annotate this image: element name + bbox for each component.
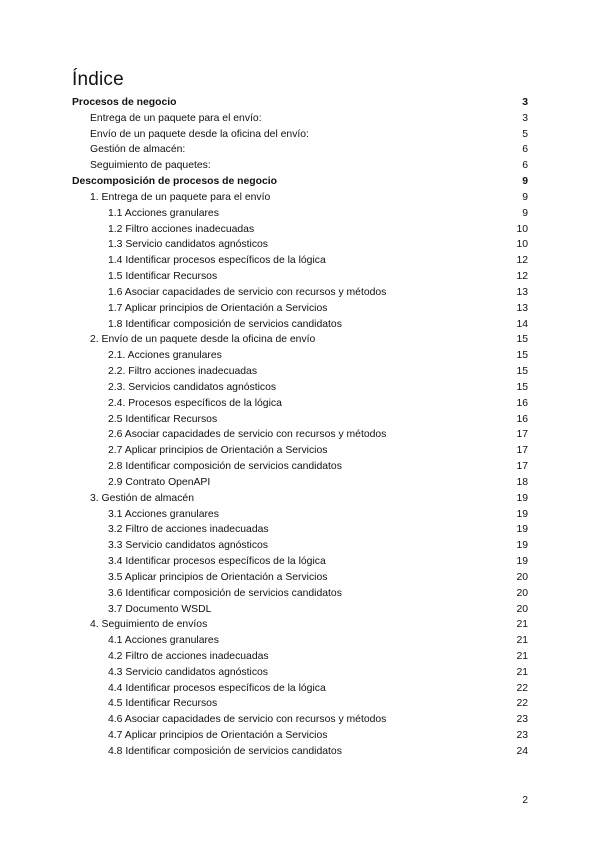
toc-item[interactable] <box>72 712 528 728</box>
toc-entry-title: 4.2 Filtro de acciones inadecuadas <box>108 650 269 662</box>
toc-entry-page: 21 <box>516 619 528 631</box>
toc-entry-page: 22 <box>516 698 528 710</box>
toc-entry-title: 3. Gestión de almacén <box>90 492 194 504</box>
toc-entry-page: 17 <box>516 445 528 457</box>
toc-entry-title: 1.8 Identificar composición de servicios candidatos <box>108 318 342 330</box>
toc-entry-title: 4.1 Acciones granulares <box>108 635 219 647</box>
toc-item[interactable] <box>72 443 528 459</box>
toc-entry-page: 18 <box>516 476 528 488</box>
toc-item[interactable] <box>72 253 528 269</box>
toc-entry-title: 4.5 Identificar Recursos <box>108 698 218 710</box>
toc-item[interactable] <box>72 744 528 760</box>
toc-subsection[interactable] <box>72 491 528 507</box>
toc-entry-page: 9 <box>522 207 528 219</box>
toc-entry-page: 15 <box>516 350 528 362</box>
toc-entry-page: 24 <box>516 745 528 757</box>
toc-item[interactable] <box>72 554 528 570</box>
toc-entry-title: 3.5 Aplicar principios de Orientación a Servicios <box>108 571 328 583</box>
toc-entry-page: 13 <box>516 286 528 298</box>
toc-subsection[interactable] <box>72 127 528 143</box>
toc-entry-page: 23 <box>516 714 528 726</box>
toc-entry-page: 23 <box>516 730 528 742</box>
toc-item[interactable] <box>72 633 528 649</box>
toc-entry-title: 2.1. Acciones granulares <box>108 350 222 362</box>
toc-entry-title: 2.4. Procesos específicos de la lógica <box>108 397 282 409</box>
toc-entry-title: Descomposición de procesos de negocio <box>72 176 277 188</box>
toc-entry-page: 6 <box>522 160 528 172</box>
toc-item[interactable] <box>72 538 528 554</box>
toc-entry-title: 1.6 Asociar capacidades de servicio con recursos y métodos <box>108 286 387 298</box>
toc-entry-page: 15 <box>516 334 528 346</box>
toc-item[interactable] <box>72 696 528 712</box>
toc-entry-title: 2.5 Identificar Recursos <box>108 413 218 425</box>
toc-item[interactable] <box>72 570 528 586</box>
toc-item[interactable] <box>72 348 528 364</box>
toc-entry-title: 3.1 Acciones granulares <box>108 508 219 520</box>
toc-item[interactable] <box>72 222 528 238</box>
toc-entry-page: 15 <box>516 381 528 393</box>
toc-entry-page: 3 <box>522 97 528 108</box>
toc-entry-page: 20 <box>516 587 528 599</box>
toc-entry-page: 9 <box>522 176 528 188</box>
toc-entry-page: 16 <box>516 413 528 425</box>
toc-section[interactable] <box>72 95 528 111</box>
toc-item[interactable] <box>72 475 528 491</box>
toc-entry-page: 17 <box>516 461 528 473</box>
toc-entry-page: 20 <box>516 603 528 615</box>
toc-entry-title: 4.7 Aplicar principios de Orientación a Servicios <box>108 730 328 742</box>
toc-subsection[interactable] <box>72 332 528 348</box>
toc-item[interactable] <box>72 206 528 222</box>
toc-item[interactable] <box>72 586 528 602</box>
toc-entry-title: 3.7 Documento WSDL <box>108 603 212 615</box>
toc-subsection[interactable] <box>72 111 528 127</box>
toc-item[interactable] <box>72 412 528 428</box>
toc-entry-title: 1.4 Identificar procesos específicos de la lógica <box>108 255 326 267</box>
toc-entry-title: 4.3 Servicio candidatos agnósticos <box>108 666 268 678</box>
toc-entry-title: Entrega de un paquete para el envío: <box>90 112 262 124</box>
toc-entry-page: 19 <box>516 508 528 520</box>
toc-entry-title: 2.7 Aplicar principios de Orientación a Servicios <box>108 445 328 457</box>
toc-entry-title: Envío de un paquete desde la oficina del envío: <box>90 128 309 140</box>
toc-subsection[interactable] <box>72 617 528 633</box>
toc-entry-title: 2.6 Asociar capacidades de servicio con recursos y métodos <box>108 429 387 441</box>
toc-entry-title: 3.4 Identificar procesos específicos de la lógica <box>108 556 326 568</box>
toc-subsection[interactable] <box>72 158 528 174</box>
toc-entry-title: 1.1 Acciones granulares <box>108 207 219 219</box>
toc-entry-title: 4.4 Identificar procesos específicos de la lógica <box>108 682 326 694</box>
toc-entry-page: 9 <box>522 191 528 203</box>
toc-entry-title: 2.2. Filtro acciones inadecuadas <box>108 366 258 378</box>
toc-entry-page: 12 <box>516 255 528 267</box>
toc-entry-title: 4.6 Asociar capacidades de servicio con recursos y métodos <box>108 714 387 726</box>
toc-entry-title: 3.2 Filtro de acciones inadecuadas <box>108 524 269 536</box>
toc-entry-page: 5 <box>522 128 528 140</box>
toc-item[interactable] <box>72 602 528 618</box>
toc-item[interactable] <box>72 459 528 475</box>
toc-item[interactable] <box>72 728 528 744</box>
toc-entry-title: 4.8 Identificar composición de servicios candidatos <box>108 745 342 757</box>
toc-item[interactable] <box>72 380 528 396</box>
toc-entry-title: 1.3 Servicio candidatos agnósticos <box>108 239 268 251</box>
toc-item[interactable] <box>72 317 528 333</box>
toc-item[interactable] <box>72 507 528 523</box>
toc-item[interactable] <box>72 237 528 253</box>
toc-section[interactable] <box>72 174 528 190</box>
toc-entry-page: 15 <box>516 366 528 378</box>
toc-entry-title: 2.3. Servicios candidatos agnósticos <box>108 381 277 393</box>
toc-item[interactable] <box>72 681 528 697</box>
toc-item[interactable] <box>72 649 528 665</box>
toc-subsection[interactable] <box>72 190 528 206</box>
toc-entry-page: 3 <box>522 112 528 124</box>
toc-entry-title: 1.2 Filtro acciones inadecuadas <box>108 223 255 235</box>
toc-entry-page: 16 <box>516 397 528 409</box>
toc-entry-page: 20 <box>516 571 528 583</box>
toc-entry-title: 3.3 Servicio candidatos agnósticos <box>108 540 268 552</box>
toc-entry-title: 2.9 Contrato OpenAPI <box>108 476 211 488</box>
toc-item[interactable] <box>72 364 528 380</box>
toc-entry-page: 21 <box>516 650 528 662</box>
toc-item[interactable] <box>72 522 528 538</box>
toc-entry-page: 17 <box>516 429 528 441</box>
toc-entry-page: 13 <box>516 302 528 314</box>
page-number: 2 <box>522 795 528 806</box>
table-of-contents <box>72 95 528 760</box>
toc-entry-page: 12 <box>516 271 528 283</box>
toc-entry-title: Gestión de almacén: <box>90 144 186 156</box>
toc-entry-page: 6 <box>522 144 528 156</box>
toc-entry-title: Seguimiento de paquetes: <box>90 160 211 172</box>
page-title: Índice <box>72 69 124 90</box>
toc-item[interactable] <box>72 285 528 301</box>
toc-entry-page: 19 <box>516 556 528 568</box>
toc-entry-title: 3.6 Identificar composición de servicios candidatos <box>108 587 342 599</box>
toc-entry-page: 21 <box>516 666 528 678</box>
toc-entry-title: 2. Envío de un paquete desde la oficina de envío <box>90 334 316 346</box>
toc-entry-title: Procesos de negocio <box>72 97 177 108</box>
toc-entry-page: 22 <box>516 682 528 694</box>
toc-entry-page: 19 <box>516 492 528 504</box>
toc-entry-page: 10 <box>516 223 528 235</box>
toc-item[interactable] <box>72 396 528 412</box>
toc-entry-page: 21 <box>516 635 528 647</box>
toc-item[interactable] <box>72 665 528 681</box>
toc-entry-page: 10 <box>516 239 528 251</box>
toc-entry-title: 2.8 Identificar composición de servicios candidatos <box>108 461 342 473</box>
toc-entry-page: 19 <box>516 540 528 552</box>
toc-entry-page: 14 <box>516 318 528 330</box>
toc-entry-title: 1.7 Aplicar principios de Orientación a Servicios <box>108 302 328 314</box>
toc-subsection[interactable] <box>72 142 528 158</box>
toc-entry-page: 19 <box>516 524 528 536</box>
toc-item[interactable] <box>72 301 528 317</box>
toc-item[interactable] <box>72 427 528 443</box>
toc-entry-title: 1.5 Identificar Recursos <box>108 271 218 283</box>
toc-entry-title: 4. Seguimiento de envíos <box>90 619 208 631</box>
toc-entry-title: 1. Entrega de un paquete para el envío <box>90 191 271 203</box>
toc-item[interactable] <box>72 269 528 285</box>
